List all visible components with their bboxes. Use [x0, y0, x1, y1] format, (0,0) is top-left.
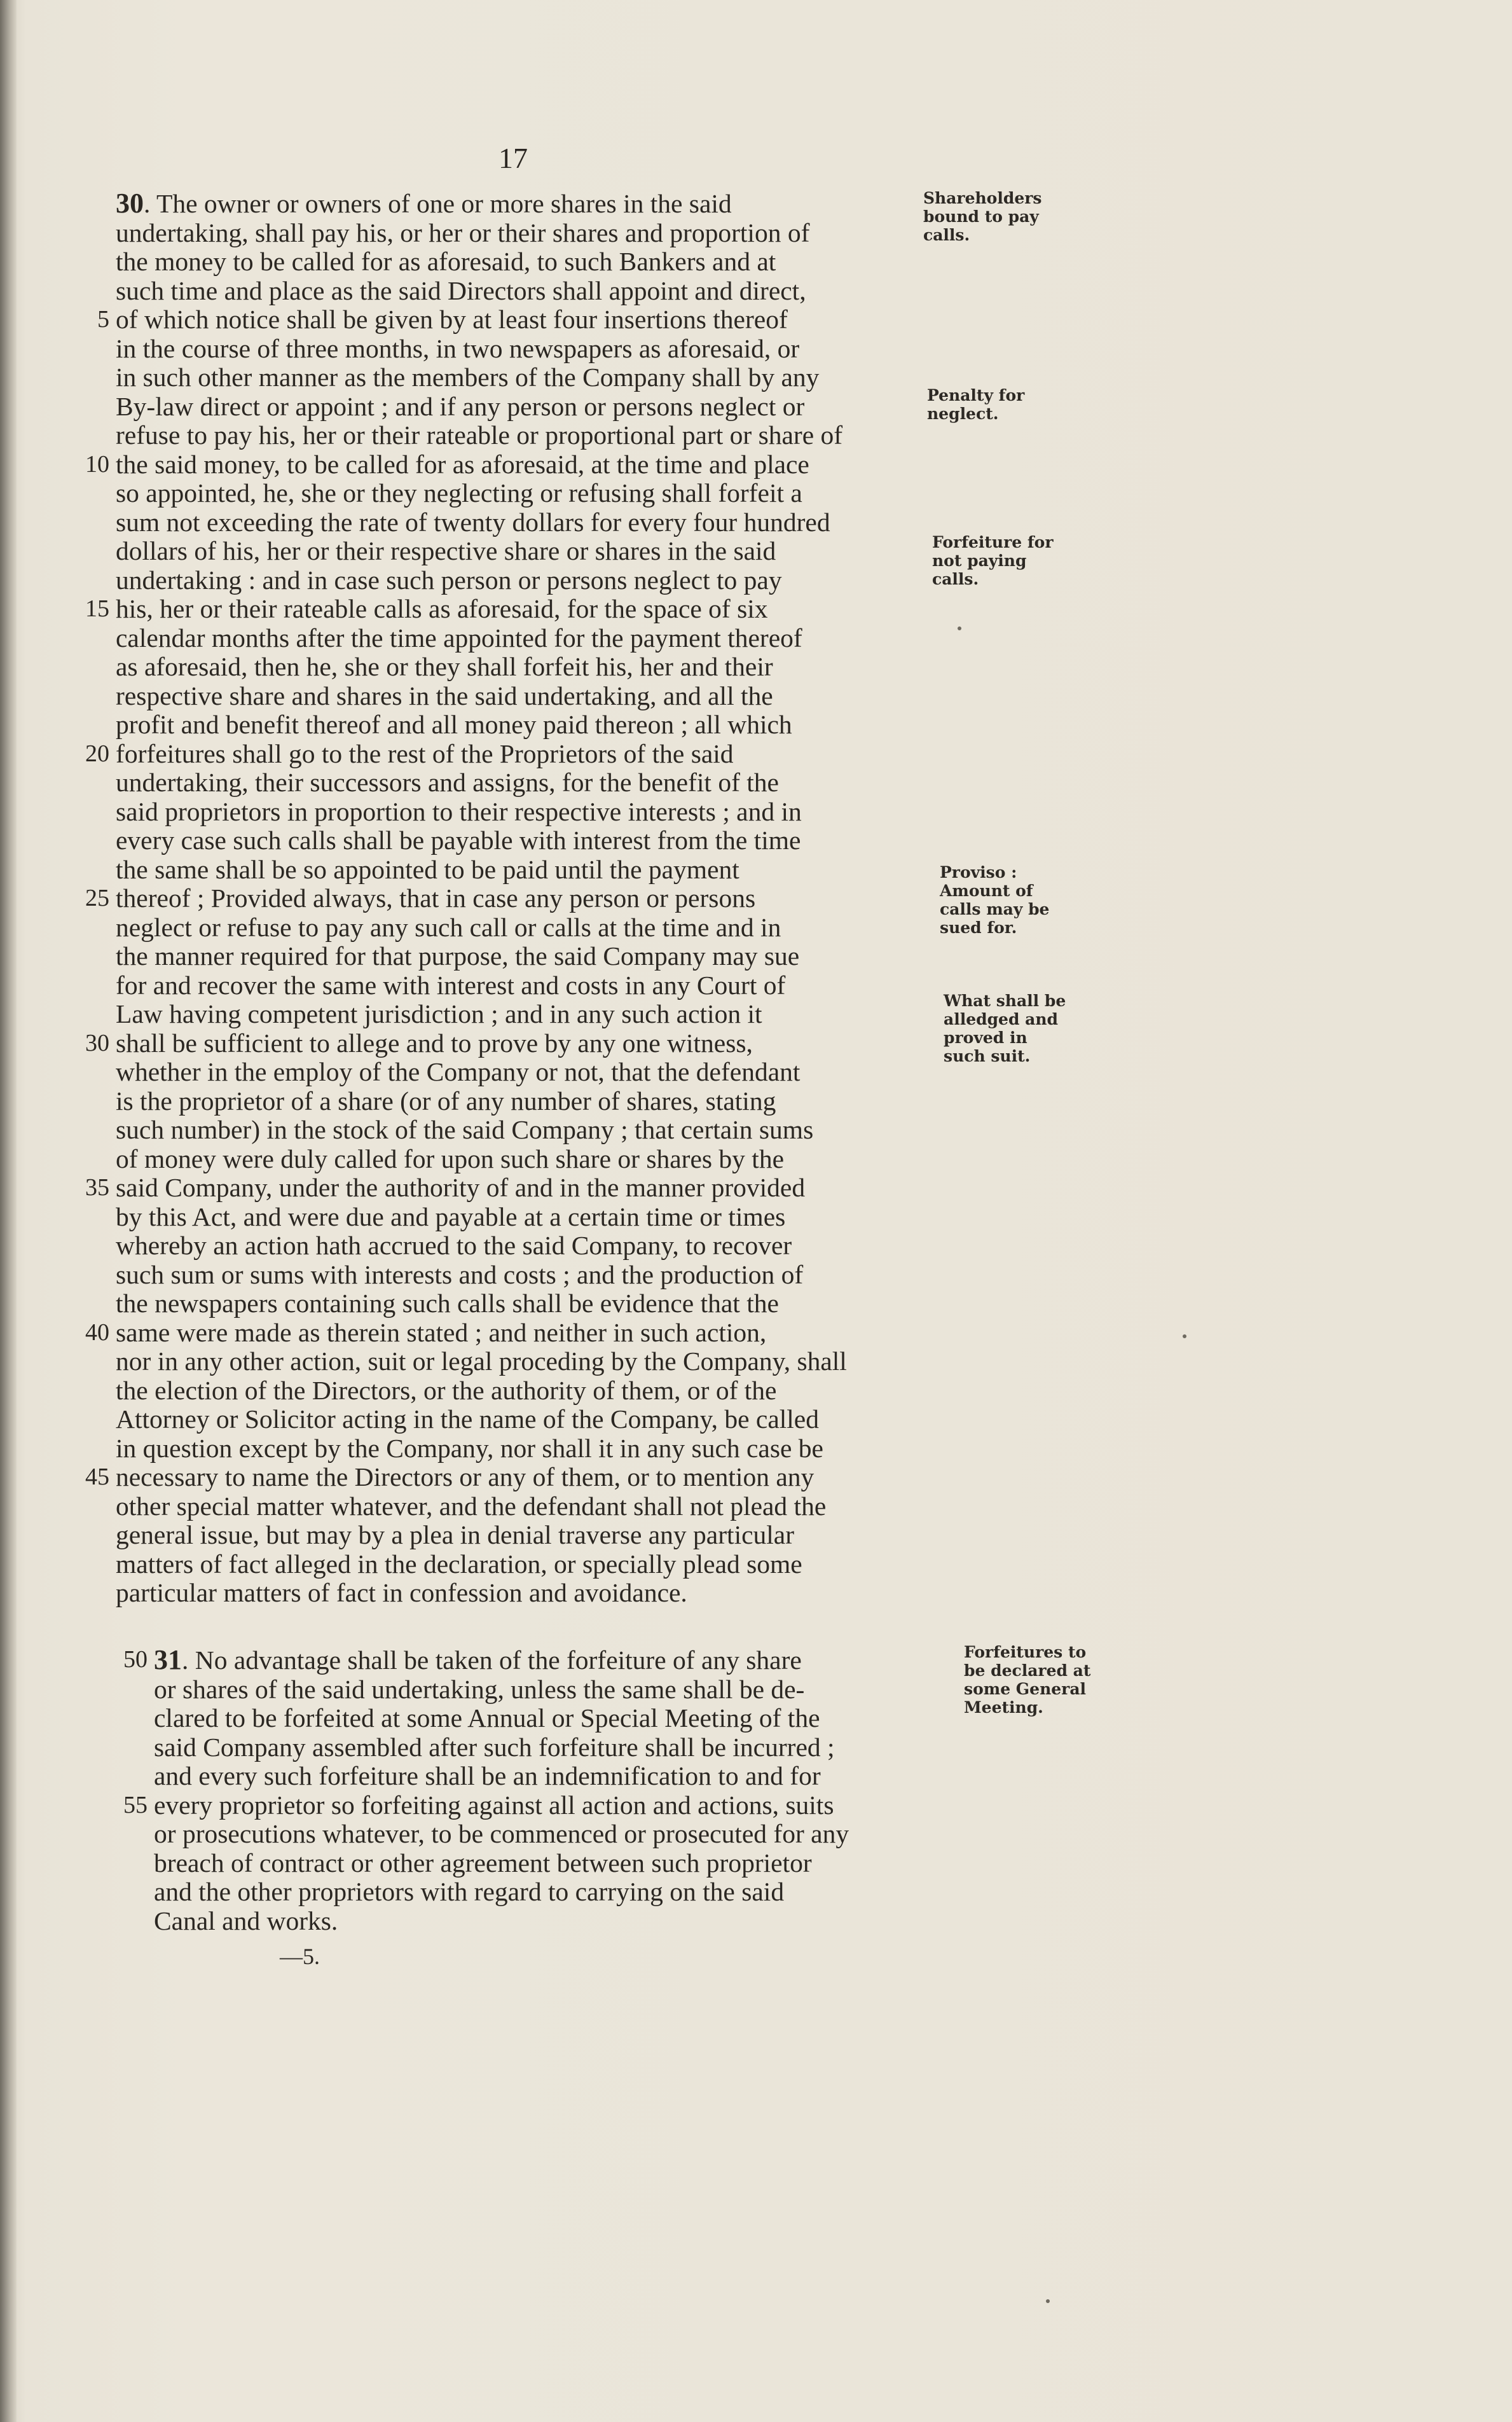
- line-text: is the proprietor of a share (or of any number of shares, stating: [116, 1086, 776, 1116]
- text-line: [123, 1790, 849, 1820]
- text-line: [116, 189, 847, 219]
- text-line: [154, 1733, 849, 1762]
- line-text: By-law direct or appoint ; and if any person or persons neglect or: [116, 391, 805, 421]
- text-line: [116, 1116, 847, 1145]
- line-text: the manner required for that purpose, the said Company may sue: [116, 941, 800, 971]
- text-line: [116, 1231, 847, 1261]
- text-line: [116, 537, 847, 566]
- line-text: such sum or sums with interests and costs ; and the production of: [116, 1259, 804, 1289]
- text-line: [116, 1550, 847, 1579]
- marginal-note: [944, 992, 1066, 1065]
- line-text: said Company, under the authority of and in the manner provided: [116, 1173, 806, 1202]
- line-text: undertaking, their successors and assigns, for the benefit of the: [116, 768, 779, 797]
- line-number: 45: [85, 1464, 109, 1490]
- text-line: [116, 826, 847, 855]
- text-line: [85, 1173, 847, 1203]
- line-number: 30: [85, 1029, 109, 1056]
- text-line: [116, 1000, 847, 1029]
- text-line: [116, 1261, 847, 1290]
- text-line: [116, 508, 847, 537]
- line-text: forfeitures shall go to the rest of the Proprietors of the said: [116, 738, 734, 768]
- text-line: [116, 971, 847, 1000]
- text-line: [116, 566, 847, 595]
- marginal-note: [964, 1643, 1090, 1717]
- text-line: [116, 1376, 847, 1406]
- text-line: [116, 392, 847, 422]
- line-text: neglect or refuse to pay any such call or calls at the time and in: [116, 912, 781, 942]
- line-text: profit and benefit thereof and all money paid thereon ; all which: [116, 710, 792, 739]
- line-text: of which notice shall be given by at least four insertions thereof: [116, 305, 788, 334]
- text-line: [154, 1675, 849, 1705]
- line-text: so appointed, he, she or they neglecting or refusing shall forfeit a: [116, 478, 802, 508]
- line-text: the same shall be so appointed to be paid until the payment: [116, 854, 739, 884]
- text-line: [154, 1878, 849, 1907]
- text-line: [116, 624, 847, 653]
- text-line: [116, 1145, 847, 1174]
- section-31: [123, 1644, 849, 1935]
- text-line: [116, 219, 847, 248]
- line-text: and the other proprietors with regard to carrying on the said: [154, 1877, 785, 1906]
- paper-speck: [1046, 2299, 1050, 2303]
- line-text: for and recover the same with interest and costs in any Court of: [116, 970, 786, 1000]
- line-text: by this Act, and were due and payable at a certain time or times: [116, 1201, 786, 1231]
- marginal-note-line: calls.: [932, 570, 979, 588]
- marginal-note-line: Meeting.: [964, 1698, 1043, 1717]
- line-number: 40: [85, 1318, 109, 1346]
- line-text: matters of fact alleged in the declaration, or specially plead some: [116, 1549, 802, 1579]
- line-text: respective share and shares in the said undertaking, and all the: [116, 681, 773, 710]
- line-text: the newspapers containing such calls shall be evidence that the: [116, 1289, 779, 1318]
- line-number: 25: [85, 885, 109, 911]
- text-line: [116, 855, 847, 885]
- text-line: [116, 1434, 847, 1464]
- text-line: [85, 738, 847, 769]
- line-text: in such other manner as the members of the Company shall by any: [116, 363, 820, 392]
- line-text: undertaking : and in case such person or persons neglect to pay: [116, 565, 782, 595]
- text-line: [154, 1907, 849, 1936]
- line-text: in question except by the Company, nor shall it in any such case be: [116, 1433, 823, 1463]
- text-line: [116, 768, 847, 798]
- line-number: 10: [85, 450, 109, 478]
- text-line: [116, 1579, 847, 1608]
- line-text: shall be sufficient to allege and to prove by any one witness,: [116, 1028, 753, 1058]
- line-text: particular matters of fact in confession and avoidance.: [116, 1578, 687, 1607]
- text-line: [116, 335, 847, 364]
- text-line: [116, 653, 847, 682]
- marginal-note-line: Penalty for: [927, 386, 1025, 405]
- line-text: every proprietor so forfeiting against all action and actions, suits: [154, 1790, 834, 1820]
- marginal-note-line: Shareholders: [923, 189, 1042, 207]
- marginal-note-line: not paying: [932, 551, 1027, 570]
- text-line: [154, 1762, 849, 1791]
- text-line: [154, 1820, 849, 1849]
- marginal-note-line: Forfeitures to: [964, 1643, 1087, 1661]
- line-text: . No advantage shall be taken of the forfeiture of any share: [182, 1645, 802, 1675]
- text-line: [116, 277, 847, 306]
- text-line: [116, 942, 847, 971]
- line-text: said proprietors in proportion to their respective interests ; and in: [116, 796, 802, 826]
- line-text: Attorney or Solicitor acting in the name of the Company, be called: [116, 1404, 819, 1434]
- line-text: his, her or their rateable calls as aforesaid, for the space of six: [116, 594, 768, 623]
- marginal-note-line: be declared at: [964, 1661, 1091, 1680]
- line-text: the money to be called for as aforesaid, to such Bankers and at: [116, 247, 776, 276]
- text-line: [154, 1704, 849, 1733]
- line-text: sum not exceeding the rate of twenty dollars for every four hundred: [116, 507, 830, 537]
- line-number: 5: [97, 306, 109, 333]
- line-text: Law having competent jurisdiction ; and in any such action it: [116, 999, 762, 1028]
- line-text: the election of the Directors, or the authority of them, or of the: [116, 1375, 777, 1405]
- line-text: of money were duly called for upon such share or shares by the: [116, 1144, 784, 1173]
- text-line: [97, 305, 847, 335]
- line-number: 55: [123, 1791, 148, 1818]
- marginal-note-line: such suit.: [944, 1047, 1031, 1065]
- line-text: breach of contract or other agreement between such proprietor: [154, 1848, 812, 1878]
- line-text: such number) in the stock of the said Company ; that certain sums: [116, 1115, 814, 1144]
- marginal-note-line: proved in: [944, 1028, 1027, 1047]
- text-line: [116, 1405, 847, 1434]
- line-text: dollars of his, her or their respective share or shares in the said: [116, 536, 776, 565]
- line-text: calendar months after the time appointed for the payment thereof: [116, 623, 802, 653]
- marginal-note: [927, 386, 1024, 423]
- text-line: [154, 1849, 849, 1878]
- text-line: [116, 682, 847, 711]
- text-line: [85, 1317, 847, 1348]
- line-text: such time and place as the said Directors shall appoint and direct,: [116, 275, 806, 305]
- marginal-note: [932, 533, 1054, 588]
- line-text: . The owner or owners of one or more shares in the said: [144, 189, 732, 218]
- book-spine-shadow: [0, 0, 17, 2422]
- text-line: [116, 421, 847, 450]
- line-text: undertaking, shall pay his, or her or their shares and proportion of: [116, 218, 810, 247]
- line-text: in the course of three months, in two newspapers as aforesaid, or: [116, 333, 800, 363]
- line-text: whereby an action hath accrued to the said Company, to recover: [116, 1231, 792, 1260]
- text-line: [116, 363, 847, 392]
- marginal-note-line: neglect.: [927, 405, 999, 423]
- line-text: as aforesaid, then he, she or they shall forfeit his, her and their: [116, 652, 773, 681]
- line-text: the said money, to be called for as aforesaid, at the time and place: [116, 449, 809, 479]
- marginal-note-line: some General: [964, 1680, 1087, 1698]
- line-text: Canal and works.: [154, 1906, 338, 1935]
- text-line: [116, 1492, 847, 1521]
- text-line: [85, 883, 847, 913]
- marginal-note-line: Forfeiture for: [932, 533, 1054, 551]
- marginal-note-line: What shall be: [944, 992, 1066, 1010]
- line-text: clared to be forfeited at some Annual or Special Meeting of the: [154, 1703, 820, 1733]
- line-number: 50: [123, 1646, 148, 1673]
- text-line: [116, 1058, 847, 1087]
- marginal-note: [940, 863, 1049, 937]
- line-text: whether in the employ of the Company or not, that the defendant: [116, 1057, 801, 1086]
- section-number: 31: [154, 1644, 182, 1675]
- line-text: other special matter whatever, and the defendant shall not plead the: [116, 1491, 827, 1521]
- line-text: or shares of the said undertaking, unless the same shall be de-: [154, 1674, 805, 1704]
- text-line: [116, 1087, 847, 1116]
- text-line: [116, 1521, 847, 1550]
- paper-speck: [958, 626, 961, 630]
- marginal-note-line: Proviso :: [940, 863, 1017, 882]
- text-line: [116, 1203, 847, 1232]
- line-text: thereof ; Provided always, that in case any person or persons: [116, 883, 756, 913]
- line-text: said Company assembled after such forfeiture shall be incurred ;: [154, 1732, 835, 1762]
- line-text: same were made as therein stated ; and neither in such action,: [116, 1317, 767, 1347]
- text-line: [116, 1289, 847, 1318]
- text-line: [85, 449, 847, 480]
- text-line: [116, 913, 847, 943]
- signature-mark: —5.: [280, 1944, 320, 1969]
- line-text: or prosecutions whatever, to be commenced or prosecuted for any: [154, 1819, 849, 1848]
- line-number: 35: [85, 1174, 109, 1201]
- line-number: 15: [85, 595, 109, 622]
- line-number: 20: [85, 740, 109, 767]
- text-line: [116, 710, 847, 740]
- line-text: general issue, but may by a plea in denial traverse any particular: [116, 1520, 795, 1549]
- text-line: [85, 594, 847, 624]
- text-line: [85, 1462, 847, 1492]
- marginal-note-line: Amount of: [940, 882, 1033, 900]
- line-text: refuse to pay his, her or their rateable or proportional part or share of: [116, 420, 843, 450]
- section-30: [85, 188, 847, 1608]
- text-line: [116, 1347, 847, 1376]
- line-text: and every such forfeiture shall be an indemnification to and for: [154, 1761, 821, 1790]
- text-line: [85, 1028, 847, 1058]
- text-line: [116, 479, 847, 508]
- marginal-note-line: sued for.: [940, 918, 1017, 937]
- line-text: necessary to name the Directors or any of them, or to mention any: [116, 1462, 814, 1491]
- paper-speck: [1183, 1334, 1186, 1338]
- line-text: nor in any other action, suit or legal proceding by the Company, shall: [116, 1346, 847, 1376]
- line-text: every case such calls shall be payable with interest from the time: [116, 826, 801, 855]
- marginal-note-line: bound to pay: [923, 207, 1039, 226]
- section-number: 30: [116, 188, 144, 219]
- text-line: [123, 1644, 849, 1675]
- page-number: 17: [498, 142, 528, 174]
- text-line: [116, 247, 847, 277]
- text-line: [116, 798, 847, 827]
- marginal-note-line: calls.: [923, 226, 970, 244]
- marginal-note: [923, 189, 1042, 244]
- marginal-note-line: alledged and: [944, 1010, 1059, 1028]
- marginal-note-line: calls may be: [940, 900, 1050, 918]
